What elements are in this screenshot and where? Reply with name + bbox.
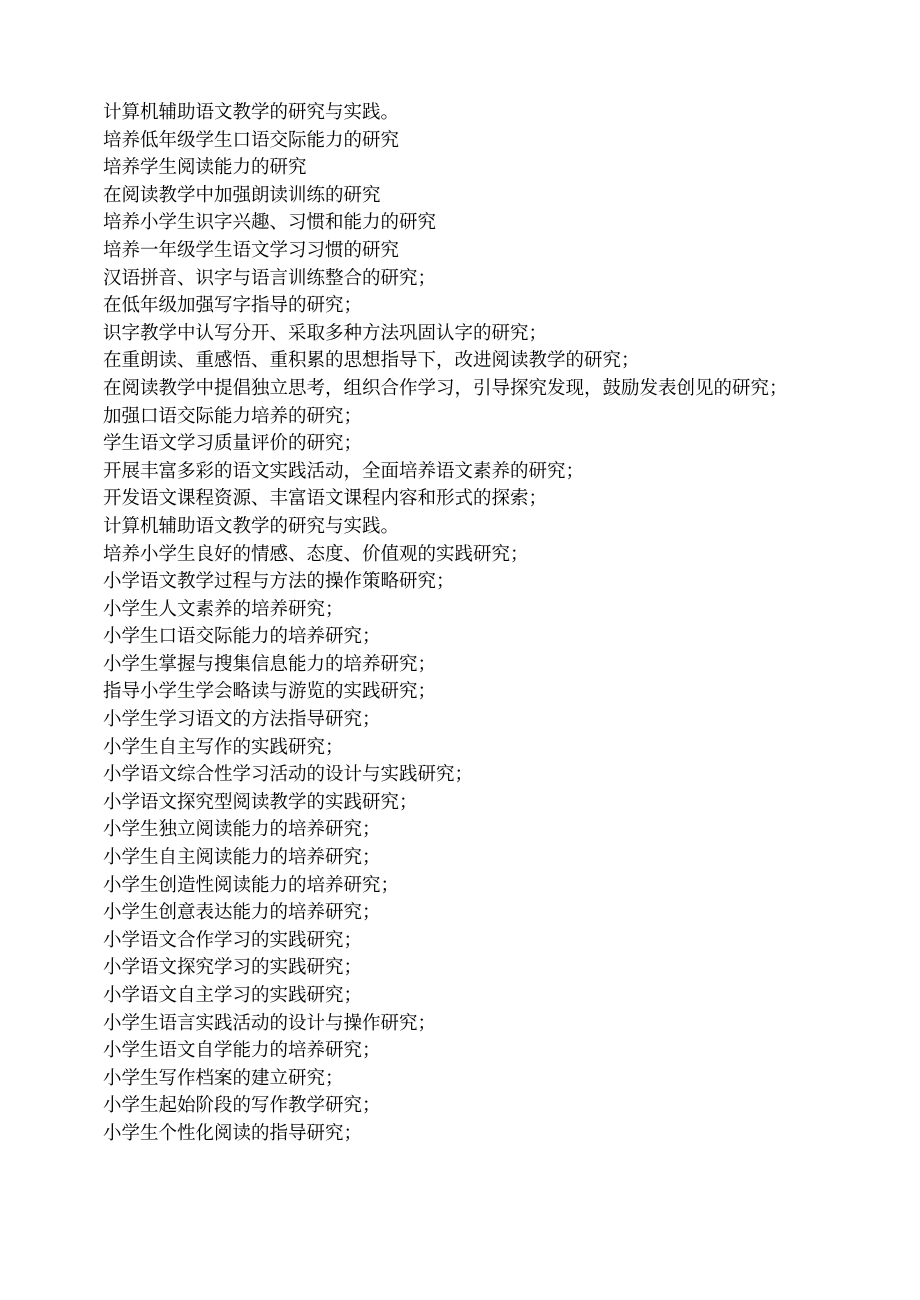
list-item: 小学生语文自学能力的培养研究； xyxy=(103,1040,381,1062)
list-item: 加强口语交际能力培养的研究； xyxy=(103,405,363,427)
list-item: 培养一年级学生语文学习习惯的研究 xyxy=(103,239,400,261)
list-item: 指导小学生学会略读与游览的实践研究； xyxy=(103,681,437,703)
list-item: 小学生创意表达能力的培养研究； xyxy=(103,902,381,924)
list-item: 在低年级加强写字指导的研究； xyxy=(103,295,363,317)
list-item: 小学生写作档案的建立研究； xyxy=(103,1067,344,1089)
list-item: 计算机辅助语文教学的研究与实践。 xyxy=(103,102,400,123)
list-item: 小学生口语交际能力的培养研究； xyxy=(103,626,381,648)
list-item: 小学语文探究型阅读教学的实践研究； xyxy=(103,791,418,813)
list-item: 小学生学习语文的方法指导研究； xyxy=(103,709,381,731)
list-item: 小学语文合作学习的实践研究； xyxy=(103,929,363,951)
list-item: 小学生个性化阅读的指导研究； xyxy=(103,1122,363,1144)
list-item: 小学语文探究学习的实践研究； xyxy=(103,957,363,979)
list-item: 小学生自主阅读能力的培养研究； xyxy=(103,847,381,869)
list-item: 小学语文综合性学习活动的设计与实践研究； xyxy=(103,764,474,786)
list-item: 小学生创造性阅读能力的培养研究； xyxy=(103,874,400,896)
list-item: 小学生语言实践活动的设计与操作研究； xyxy=(103,1012,437,1034)
list-item: 汉语拼音、识字与语言训练整合的研究； xyxy=(103,267,437,289)
list-item: 计算机辅助语文教学的研究与实践。 xyxy=(103,515,400,537)
list-item: 开发语文课程资源、丰富语文课程内容和形式的探索； xyxy=(103,488,548,510)
list-item: 小学生自主写作的实践研究； xyxy=(103,736,344,758)
list-item: 小学生人文素养的培养研究； xyxy=(103,598,344,620)
list-item: 培养小学生良好的情感、态度、价值观的实践研究； xyxy=(103,543,529,565)
research-topic-list xyxy=(103,99,823,1148)
list-item: 小学语文自主学习的实践研究； xyxy=(103,985,363,1006)
list-item: 在重朗读、重感悟、重积累的思想指导下，改进阅读教学的研究； xyxy=(103,350,640,372)
list-item: 小学生掌握与搜集信息能力的培养研究； xyxy=(103,653,437,675)
list-item: 培养低年级学生口语交际能力的研究 xyxy=(103,129,400,151)
list-item: 学生语文学习质量评价的研究； xyxy=(103,433,363,455)
list-item: 在阅读教学中提倡独立思考，组织合作学习，引导探究发现，鼓励发表创见的研究； xyxy=(103,377,788,399)
list-item: 小学生独立阅读能力的培养研究； xyxy=(103,819,381,841)
list-item: 小学语文教学过程与方法的操作策略研究； xyxy=(103,571,455,593)
list-item: 识字教学中认写分开、采取多种方法巩固认字的研究； xyxy=(103,322,548,344)
list-item: 在阅读教学中加强朗读训练的研究 xyxy=(103,184,381,206)
list-item: 小学生起始阶段的写作教学研究； xyxy=(103,1095,381,1117)
list-item: 培养学生阅读能力的研究 xyxy=(103,157,307,179)
list-item: 开展丰富多彩的语文实践活动，全面培养语文素养的研究； xyxy=(103,460,585,482)
list-item: 培养小学生识字兴趣、习惯和能力的研究 xyxy=(103,212,437,234)
